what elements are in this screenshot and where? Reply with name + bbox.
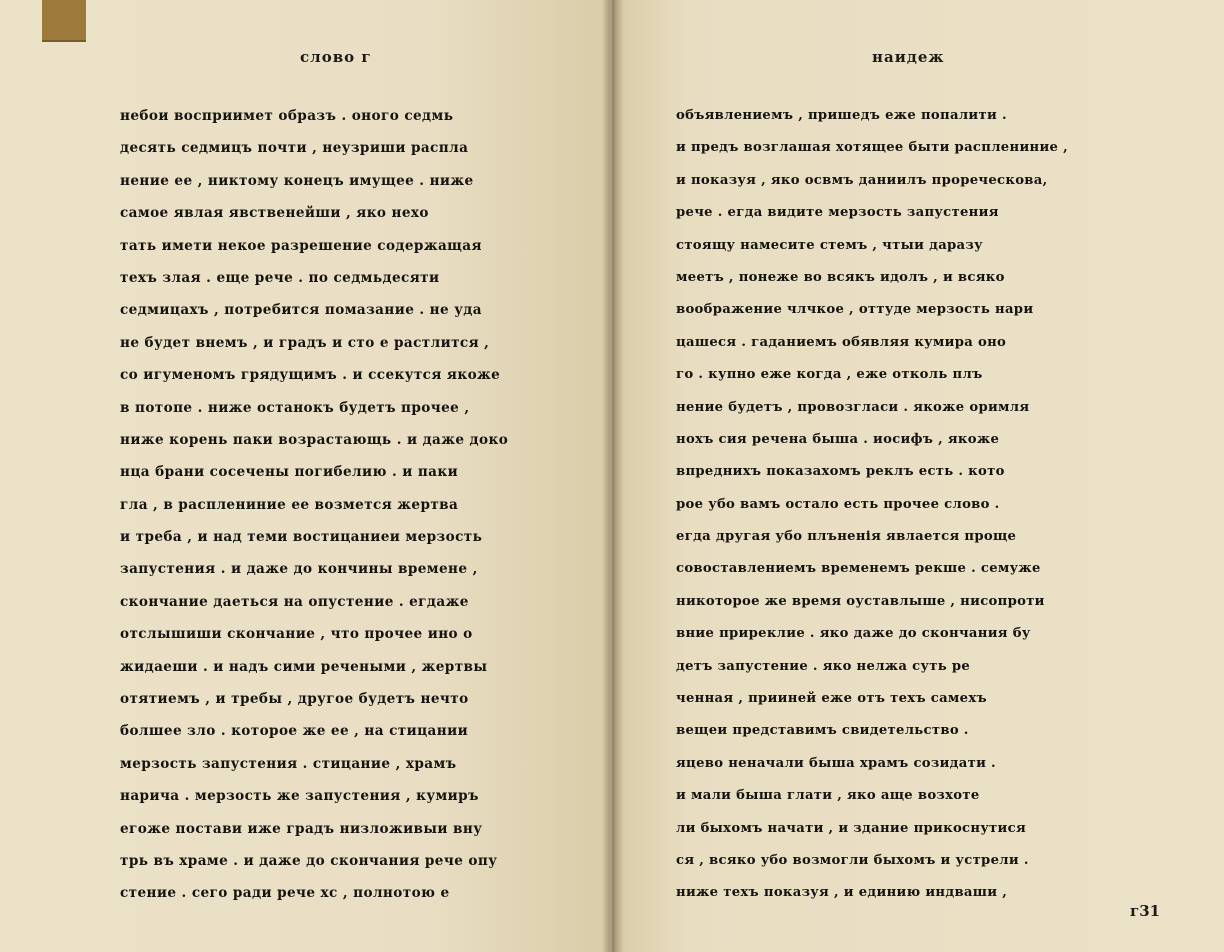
text-line: нарича . мерзость же запустения , кумиръ (120, 788, 479, 805)
page-number: г31 (1130, 902, 1161, 920)
text-line: в потопе . ниже останокъ будетъ прочее , (120, 399, 470, 416)
right-text-block (676, 100, 1164, 910)
text-line: и мали быша глати , яко аще возхоте (676, 788, 980, 804)
text-line: яцево неначали быша храмъ созидати . (676, 755, 996, 771)
text-line: болшее зло . которое же ее , на стицании (120, 723, 469, 740)
text-line: меетъ , понеже во всякъ идолъ , и всяко (676, 269, 1005, 285)
text-line: ниже техъ показуя , и единию индваши , (676, 885, 1008, 901)
text-line: нение будетъ , провозгласи . якоже оримля (676, 399, 1030, 415)
text-line: цашеся . гаданиемъ обявляя кумира оно (676, 334, 1007, 350)
text-line: отслышиши скончание , что прочее ино о (120, 626, 473, 643)
text-line: и треба , и над теми востицаниеи мерзость (120, 529, 483, 546)
text-line: скончание даеться на опустение . егдаже (120, 593, 469, 610)
text-line: воображение члчкое , оттуде мерзость нари (676, 302, 1034, 318)
text-line: никоторое же время оуставлыше , нисопроти (676, 593, 1045, 609)
text-line: запустения . и даже до кончины времене , (120, 561, 478, 578)
text-line: ниже корень паки возрастающь . и даже доко (120, 431, 509, 448)
text-line: отятиемъ , и требы , другое будетъ нечто (120, 691, 469, 708)
text-line: со игуменомъ грядущимъ . и ссекутся якоже (120, 367, 501, 384)
text-line: мерзость запустения . стицание , храмъ (120, 755, 457, 772)
text-line: тать имети некое разрешение содержащая (120, 237, 482, 254)
text-line: ли быхомъ начати , и здание прикоснутися (676, 820, 1026, 836)
text-line: объявлениемъ , пришедъ еже попалити . (676, 108, 1007, 123)
text-line: стоящу намесите стемъ , чтыи даразу (676, 237, 983, 253)
text-line: седмицахъ , потребится помазание . не уда (120, 302, 482, 319)
book-gutter (602, 0, 624, 952)
text-line: нца брани сосечены погибелию . и паки (120, 464, 459, 481)
text-line: десять седмицъ почти , неузриши распла (120, 140, 469, 157)
left-running-head: слово г (300, 48, 372, 66)
text-line: ченная , прииней еже отъ техъ самехъ (676, 691, 987, 707)
text-line: го . купно еже когда , еже отколь плъ (676, 367, 983, 383)
text-line: небои восприимет образъ . оного седмь (120, 108, 454, 124)
text-line: детъ запустение . яко нелжа суть ре (676, 658, 971, 674)
text-line: егда другая убо плъненія явлается проще (676, 529, 1017, 545)
text-line: стение . сего ради рече хс , полнотою е (120, 885, 450, 902)
text-line: самое явлая явственейши , яко нехо (120, 205, 429, 222)
text-line: нохъ сия речена быша . иосифъ , якоже (676, 431, 1000, 447)
text-line: гла , в расплениние ее возмется жертва (120, 496, 459, 513)
text-line: вние приреклие . яко даже до скончания бу (676, 626, 1031, 642)
text-line: рое убо вамъ остало есть прочее слово . (676, 496, 1000, 512)
text-line: жидаеши . и надъ сими речеными , жертвы (120, 658, 488, 675)
text-line: рече . егда видите мерзость запустения (676, 205, 999, 221)
text-line: впреднихъ показахомъ реклъ есть . кото (676, 464, 1005, 480)
text-line: ся , всяко убо возмогли быхомъ и устрели . (676, 852, 1029, 868)
left-text-block (120, 100, 570, 910)
text-line: трь въ храме . и даже до скончания рече опу (120, 852, 498, 869)
text-line: егоже постави иже градъ низложивыи вну (120, 820, 483, 837)
text-line: вещеи представимъ свидетельство . (676, 723, 969, 739)
right-page (614, 0, 1224, 952)
text-line: и показуя , яко освмъ даниилъ прореческова, (676, 172, 1048, 188)
page-marker-tab (42, 0, 86, 42)
text-line: не будет внемъ , и градъ и сто е растлится , (120, 334, 490, 351)
text-line: техъ злая . еще рече . по седмьдесяти (120, 269, 440, 286)
right-running-head: наидеж (872, 48, 945, 66)
text-line: совоставлениемъ временемъ рекше . семуже (676, 561, 1041, 577)
left-page (0, 0, 610, 952)
text-line: нение ее , никтому конецъ имущее . нижe (120, 172, 474, 189)
text-line: и предъ возглашая хотящее быти расплениние , (676, 140, 1069, 156)
